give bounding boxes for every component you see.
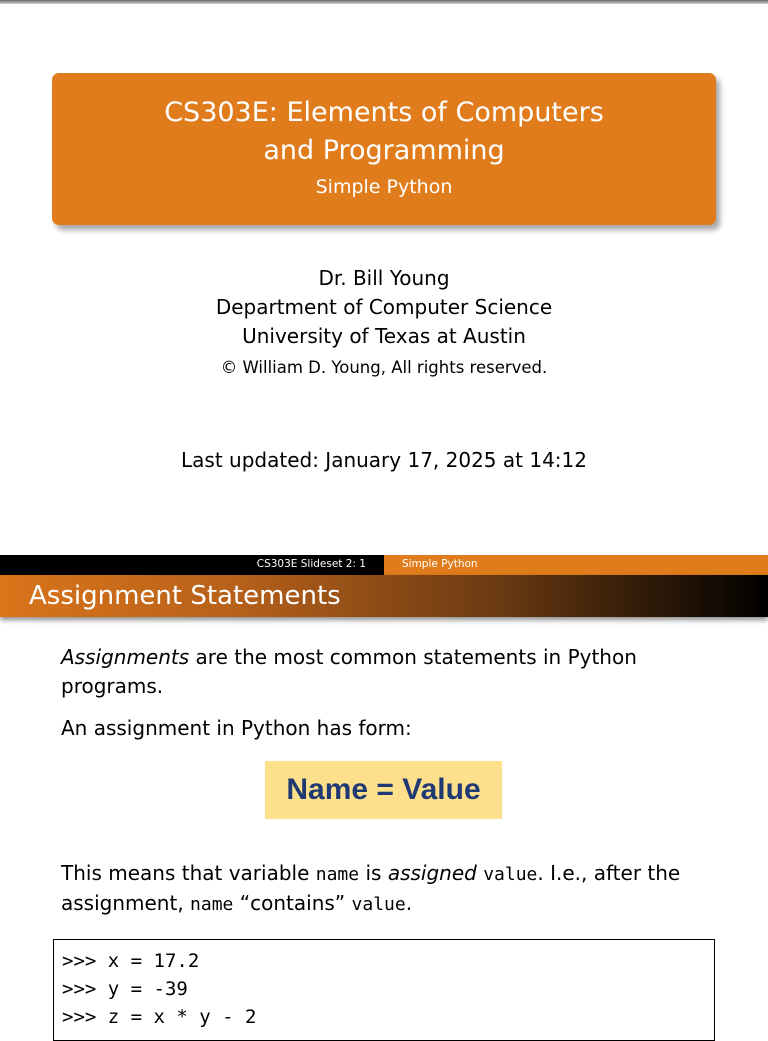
p3-code-name-2: name (190, 894, 234, 915)
subtitle: Simple Python (315, 176, 453, 198)
p3-code-name: name (315, 864, 360, 885)
title-line-2: and Programming (263, 135, 505, 166)
p3-text-d: . I.e., after the assignment, (61, 861, 681, 915)
page-top-border (0, 0, 768, 4)
author-block (0, 264, 768, 379)
footer-right (384, 555, 768, 575)
p3-code-value: value (483, 864, 538, 885)
last-updated: Last updated: January 17, 2025 at 14:12 (181, 448, 587, 472)
code-line: >>> y = -39 (62, 978, 188, 1000)
author-name: Dr. Bill Young (318, 266, 450, 290)
code-line: >>> x = 17.2 (62, 950, 200, 972)
footer-section-label: Simple Python (402, 558, 478, 570)
frame-title: Assignment Statements (29, 581, 341, 611)
p3-text-b: is (359, 861, 388, 885)
paragraph-1-rest: are the most common statements in Python programs. (61, 645, 637, 698)
p3-text-a: This means that variable (61, 861, 316, 885)
copyright: © William D. Young, All rights reserved. (220, 358, 548, 377)
paragraph-1-emphasis: Assignments (61, 645, 190, 669)
footer-strip (0, 555, 768, 575)
p3-code-value-2: value (351, 894, 406, 915)
footer-slideset-label: CS303E Slideset 2: 1 (256, 558, 366, 570)
title-box (52, 73, 716, 225)
paragraph-2: An assignment in Python has form: (61, 716, 412, 740)
code-lines (54, 940, 714, 1031)
frame-title-bar (0, 575, 768, 617)
department: Department of Computer Science (215, 295, 553, 319)
p3-emphasis-assigned: assigned (387, 861, 477, 885)
code-line: >>> z = x * y - 2 (62, 1006, 257, 1028)
title-line-1: CS303E: Elements of Computers (164, 97, 604, 128)
formula-text: Name = Value (286, 773, 481, 806)
formula-box (265, 761, 502, 819)
university: University of Texas at Austin (242, 324, 526, 348)
paragraph-3 (61, 859, 711, 919)
p3-text-e: “contains” (233, 891, 352, 915)
footer-left (0, 555, 384, 575)
p3-text-f: . (405, 891, 413, 915)
paragraph-1 (61, 643, 711, 701)
code-example-box (53, 939, 715, 1041)
